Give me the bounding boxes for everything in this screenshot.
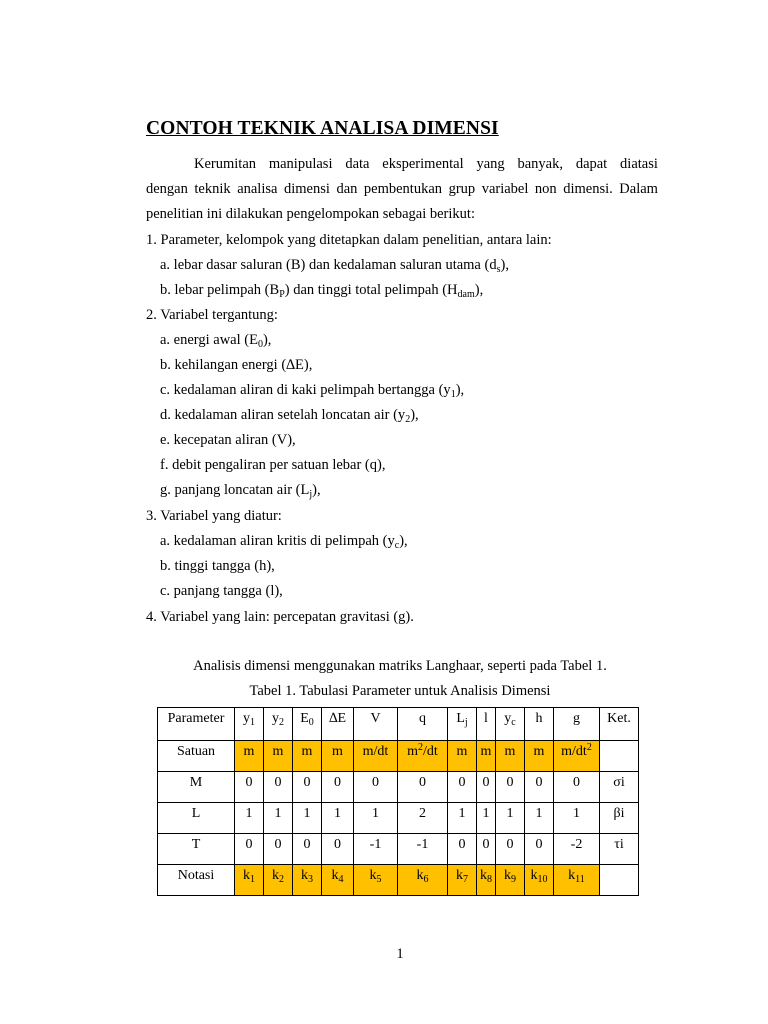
cell-text: Satuan — [176, 744, 216, 759]
intro-word: teknik — [194, 181, 231, 197]
table-cell: 1 — [496, 803, 525, 834]
header-cell — [525, 708, 554, 741]
section-4-line: 4. Variabel yang lain: percepatan gravitasi (g). — [146, 609, 414, 625]
sec3-item — [160, 557, 275, 575]
table-cell: 1 — [354, 803, 398, 834]
cell-superscript: 2 — [418, 742, 424, 753]
table-cell — [264, 865, 293, 896]
table-cell — [398, 741, 448, 772]
item-text: a. lebar dasar saluran (B) dan kedalaman saluran utama (d — [160, 257, 497, 273]
cell-text: m — [272, 744, 284, 759]
sec2-item — [160, 331, 271, 349]
table-cell: 1 — [525, 803, 554, 834]
table-cell — [235, 741, 264, 772]
cell-text: k — [530, 868, 538, 883]
header-cell — [554, 708, 600, 741]
table-cell: 1 — [448, 803, 477, 834]
intro-word: pembentukan — [363, 181, 443, 197]
table-cell — [554, 865, 600, 896]
cell-text: Parameter — [167, 711, 225, 726]
intro-line-3: penelitian ini dilakukan pengelompokan sebagai berikut: — [146, 206, 475, 222]
item-text: f. debit pengaliran per satuan lebar (q), — [160, 457, 386, 473]
table-cell: T — [158, 834, 235, 865]
sec3-item — [160, 582, 283, 600]
table-cell: -1 — [398, 834, 448, 865]
intro-word: analisa — [237, 181, 278, 197]
table-cell — [525, 865, 554, 896]
intro-word: yang — [476, 156, 505, 172]
table-cell: τi — [600, 834, 639, 865]
table-cell: 0 — [496, 834, 525, 865]
item-text-mid: ) dan tinggi total pelimpah (H — [284, 282, 458, 298]
item-text: a. kedalaman aliran kritis di pelimpah (y — [160, 533, 395, 549]
cell-text: k — [568, 868, 576, 883]
table-cell: 0 — [235, 834, 264, 865]
sec2-item — [160, 406, 419, 424]
table-row — [158, 772, 639, 803]
table-caption: Tabel 1. Tabulasi Parameter untuk Analisis Dimensi — [249, 683, 551, 699]
cell-text: y — [504, 711, 512, 726]
table-cell: 0 — [525, 834, 554, 865]
table-cell — [398, 865, 448, 896]
cell-subscript: 11 — [575, 874, 585, 885]
intro-word: variabel — [481, 181, 529, 197]
header-cell — [235, 708, 264, 741]
table-cell: 1 — [554, 803, 600, 834]
cell-text: k — [369, 868, 377, 883]
table-cell: -2 — [554, 834, 600, 865]
intro-word: non — [534, 181, 557, 197]
table-cell: 0 — [264, 772, 293, 803]
cell-text: k — [272, 868, 279, 883]
cell-text: m — [480, 744, 492, 759]
item-text: b. tinggi tangga (h), — [160, 558, 275, 574]
cell-text: m — [243, 744, 255, 759]
cell-subscript: 1 — [250, 874, 255, 885]
cell-subscript: 0 — [308, 717, 314, 728]
table-cell — [496, 741, 525, 772]
cell-text: ∆E — [328, 711, 347, 726]
table-cell: 0 — [322, 834, 354, 865]
table-cell: 0 — [554, 772, 600, 803]
intro-word: eksperimental — [382, 156, 464, 172]
intro-word: diatasi — [620, 156, 658, 172]
table-cell — [158, 741, 235, 772]
table-cell — [554, 741, 600, 772]
cell-text: Notasi — [177, 868, 215, 883]
header-cell — [496, 708, 525, 741]
cell-text: Ket. — [607, 711, 631, 726]
item-subscript: dam — [457, 289, 475, 300]
intro-word: dimensi. — [563, 181, 613, 197]
cell-text: m — [301, 744, 313, 759]
table-cell: 0 — [496, 772, 525, 803]
cell-subscript: 9 — [511, 874, 516, 885]
item-text: d. kedalaman aliran setelah loncatan air (y — [160, 407, 406, 423]
cell-text: h — [535, 711, 543, 726]
item-text-end: ), — [312, 482, 321, 498]
table-cell: 0 — [448, 772, 477, 803]
section-3-heading: 3. Variabel yang diatur: — [146, 508, 282, 524]
cell-text: q — [419, 711, 426, 726]
sec2-item — [160, 431, 296, 449]
cell-text: k — [301, 868, 308, 883]
cell-text: m — [504, 744, 516, 759]
item-text: e. kecepatan aliran (V), — [160, 432, 296, 448]
table-cell: 0 — [264, 834, 293, 865]
cell-text: E — [300, 711, 309, 726]
cell-text: k — [456, 868, 463, 883]
table-cell: 0 — [398, 772, 448, 803]
table-cell — [158, 865, 235, 896]
table-cell — [354, 865, 398, 896]
cell-superscript: 2 — [586, 742, 592, 753]
table-cell — [235, 865, 264, 896]
table-row — [158, 834, 639, 865]
header-cell — [354, 708, 398, 741]
table-row — [158, 803, 639, 834]
header-cell — [477, 708, 496, 741]
cell-subscript: 3 — [308, 874, 313, 885]
page-title: CONTOH TEKNIK ANALISA DIMENSI — [146, 118, 499, 139]
intro-line-2 — [146, 180, 658, 198]
table-cell: 1 — [477, 803, 496, 834]
item-text-end: ), — [399, 533, 408, 549]
item-text: c. panjang tangga (l), — [160, 583, 283, 599]
header-cell — [398, 708, 448, 741]
item-subscript: 2 — [405, 414, 411, 425]
item-text: c. kedalaman aliran di kaki pelimpah bertangga (y — [160, 382, 451, 398]
table-cell — [264, 741, 293, 772]
table-cell — [322, 741, 354, 772]
sec2-item — [160, 381, 464, 399]
table-cell — [477, 865, 496, 896]
parameter-table — [157, 707, 639, 896]
header-cell — [448, 708, 477, 741]
header-cell — [293, 708, 322, 741]
table-cell — [322, 865, 354, 896]
table-cell: 0 — [448, 834, 477, 865]
table-cell: 1 — [322, 803, 354, 834]
table-cell: 1 — [293, 803, 322, 834]
cell-text-end: /dt — [423, 744, 438, 759]
table-cell: -1 — [354, 834, 398, 865]
table-cell: 0 — [293, 772, 322, 803]
section-1-item-a — [160, 256, 509, 274]
cell-text: y — [272, 711, 279, 726]
cell-subscript: j — [464, 717, 468, 728]
intro-word: banyak, — [517, 156, 563, 172]
cell-subscript: 7 — [463, 874, 468, 885]
header-cell — [158, 708, 235, 741]
table-cell: L — [158, 803, 235, 834]
sec2-item — [160, 481, 321, 499]
cell-subscript: 2 — [279, 874, 284, 885]
table-cell — [293, 865, 322, 896]
table-cell: 0 — [322, 772, 354, 803]
cell-text: L — [456, 711, 465, 726]
table-cell — [448, 865, 477, 896]
cell-text: k — [504, 868, 511, 883]
header-cell — [600, 708, 639, 741]
cell-text: m — [456, 744, 468, 759]
cell-text: k — [480, 868, 487, 883]
cell-text: m/dt — [561, 744, 587, 759]
cell-subscript: 4 — [338, 874, 344, 885]
table-cell — [354, 741, 398, 772]
section-1-heading: 1. Parameter, kelompok yang ditetapkan dalam penelitian, antara lain: — [146, 232, 552, 248]
table-cell: 0 — [235, 772, 264, 803]
cell-text: y — [243, 711, 250, 726]
item-text: a. energi awal (E — [160, 332, 258, 348]
item-text-end: ), — [262, 332, 272, 348]
sec2-item — [160, 356, 312, 374]
item-subscript: 0 — [257, 339, 263, 350]
cell-text: m — [407, 744, 419, 759]
cell-text: k — [416, 868, 424, 883]
item-subscript: s — [496, 264, 501, 275]
table-cell: M — [158, 772, 235, 803]
cell-subscript: 1 — [250, 717, 255, 728]
intro-word: Kerumitan — [194, 156, 257, 172]
sec3-item — [160, 532, 408, 550]
section-2-heading: 2. Variabel tergantung: — [146, 307, 278, 323]
table-cell — [477, 741, 496, 772]
table-cell — [293, 741, 322, 772]
item-subscript: j — [309, 489, 313, 500]
cell-subscript: c — [511, 717, 516, 728]
cell-text: k — [331, 868, 339, 883]
section-1-item-b — [160, 281, 483, 299]
table-cell: 0 — [477, 772, 496, 803]
intro-word: dimensi — [283, 181, 330, 197]
table-cell: 0 — [477, 834, 496, 865]
table-cell: 0 — [354, 772, 398, 803]
table-cell — [496, 865, 525, 896]
intro-word: dan — [336, 181, 358, 197]
intro-word: grup — [448, 181, 476, 197]
cell-text: m — [533, 744, 545, 759]
header-cell — [264, 708, 293, 741]
cell-subscript: 2 — [279, 717, 284, 728]
item-text: b. kehilangan energi (∆E), — [160, 357, 313, 373]
cell-subscript: 8 — [487, 874, 492, 885]
table-cell: 1 — [235, 803, 264, 834]
page-number: 1 — [396, 946, 404, 962]
cell-subscript: 6 — [423, 874, 429, 885]
table-cell: 0 — [525, 772, 554, 803]
table-cell — [448, 741, 477, 772]
intro-word: dengan — [146, 181, 188, 197]
table-cell: βi — [600, 803, 639, 834]
cell-text: g — [573, 711, 580, 726]
item-text: b. lebar pelimpah (B — [160, 282, 280, 298]
item-text-end: ), — [455, 382, 465, 398]
table-cell: 1 — [264, 803, 293, 834]
header-cell — [322, 708, 354, 741]
item-subscript: P — [279, 289, 285, 300]
cell-text: m — [332, 744, 343, 759]
table-cell — [600, 865, 639, 896]
intro-word: data — [345, 156, 370, 172]
table-cell: 2 — [398, 803, 448, 834]
item-text-end: ), — [410, 407, 419, 423]
table-row-notasi — [158, 865, 639, 896]
table-cell — [525, 741, 554, 772]
table-header-row — [158, 708, 639, 741]
item-subscript: c — [394, 540, 400, 551]
sec2-item — [160, 456, 385, 474]
cell-text: m/dt — [362, 744, 389, 759]
cell-text: l — [484, 711, 488, 726]
cell-text: k — [243, 868, 250, 883]
table-cell: 0 — [293, 834, 322, 865]
intro-line-1 — [194, 155, 658, 173]
intro-word: Dalam — [619, 181, 658, 197]
item-text-end: ), — [474, 282, 484, 298]
cell-subscript: 5 — [376, 874, 382, 885]
item-subscript: 1 — [450, 389, 456, 400]
item-text-end: ), — [500, 257, 509, 273]
item-text: g. panjang loncatan air (L — [160, 482, 310, 498]
table-cell — [600, 741, 639, 772]
intro-word: dapat — [575, 156, 608, 172]
table-row-satuan — [158, 741, 639, 772]
cell-text: V — [370, 711, 381, 726]
table-cell: σi — [600, 772, 639, 803]
cell-subscript: 10 — [537, 874, 548, 885]
intro-word: manipulasi — [268, 156, 333, 172]
analysis-line: Analisis dimensi menggunakan matriks Langhaar, seperti pada Tabel 1. — [193, 658, 607, 674]
